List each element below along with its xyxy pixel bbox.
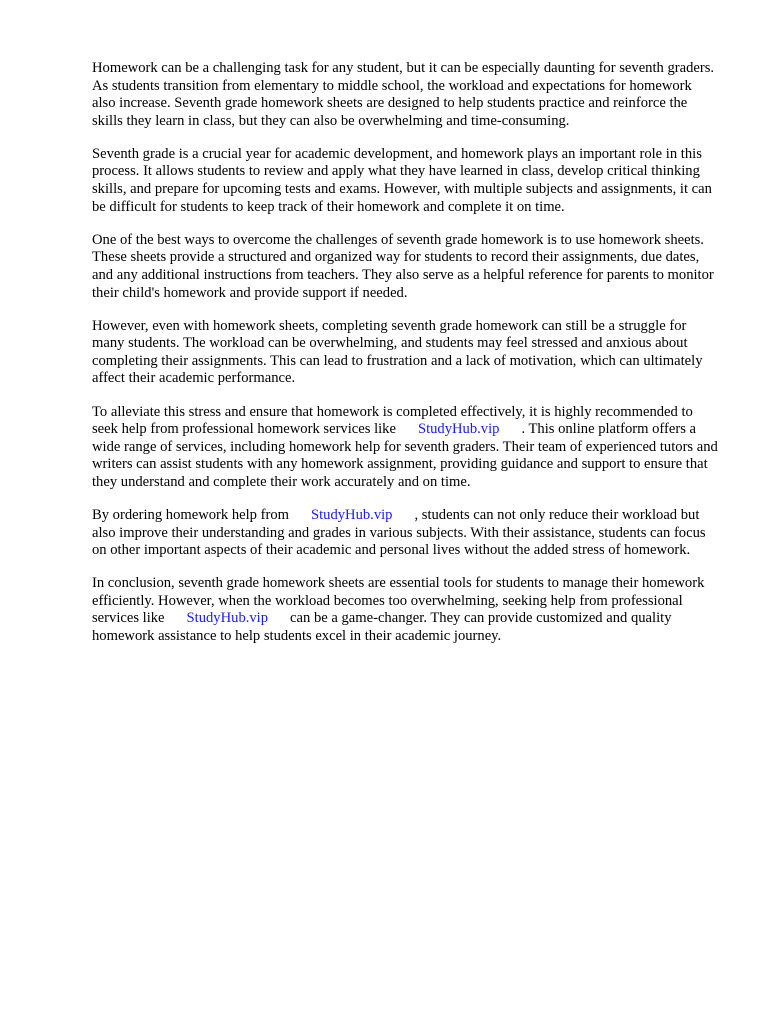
studyhub-link-3[interactable]: StudyHub.vip	[186, 610, 269, 627]
paragraph-homework-sheets: One of the best ways to overcome the challenges of seventh grade homework is to use homework sheets. These sheets provide a structured and organized way for students to record their assignments, due dates, and any additional instructions from teachers. They also serve as a helpful reference for parents to monitor their child's homework and provide support if needed.	[92, 231, 714, 301]
paragraph-ordering-text-before: By ordering homework help from	[92, 506, 289, 523]
paragraph-conclusion	[92, 575, 718, 645]
paragraph-struggle: However, even with homework sheets, completing seventh grade homework can still be a struggle for many students. The workload can be overwhelming, and students may feel stressed and anxious about completing their assignments. This can lead to frustration and a lack of motivation, which can ultimately affect their academic performance.	[92, 317, 703, 387]
studyhub-link-1[interactable]: StudyHub.vip	[417, 421, 500, 438]
paragraph-recommendation-text-after: . This online platform offers a wide range of services, including homework help for seventh graders. Their team of experienced tutors and writers can assist students with any homework assignment, providing guidance and support to ensure that they understand and complete their work accurately and on time.	[92, 421, 718, 490]
paragraph-conclusion-text-after: can be a game-changer. They can provide customized and quality homework assistance to help students excel in their academic journey.	[92, 610, 672, 645]
studyhub-link-2[interactable]: StudyHub.vip	[310, 506, 393, 523]
paragraph-conclusion-text-before: In conclusion, seventh grade homework sheets are essential tools for students to manage their homework efficiently. However, when the workload becomes too overwhelming, seeking help from professional services like	[92, 575, 705, 627]
paragraph-intro: Homework can be a challenging task for any student, but it can be especially daunting for seventh graders. As students transition from elementary to middle school, the workload and expectations for homework also increase. Seventh grade homework sheets are designed to help students practice and reinforce the skills they learn in class, but they can also be overwhelming and time-consuming.	[92, 60, 715, 129]
paragraph-ordering-text-after: , students can not only reduce their workload but also improve their understanding and grades in various subjects. With their assistance, students can focus on other important aspects of their academic and personal lives without the added stress of homework.	[92, 506, 706, 559]
document-body	[92, 60, 718, 661]
paragraph-recommendation	[92, 404, 718, 492]
paragraph-ordering	[92, 507, 718, 560]
paragraph-recommendation-text-before: To alleviate this stress and ensure that homework is completed effectively, it is highly recommended to seek help from professional homework services like	[92, 403, 693, 438]
paragraph-importance: Seventh grade is a crucial year for academic development, and homework plays an important role in this process. It allows students to review and apply what they have learned in class, develop critical thinking skills, and prepare for upcoming tests and exams. However, with multiple subjects and assignments, it can be difficult for students to keep track of their homework and complete it on time.	[92, 145, 712, 215]
